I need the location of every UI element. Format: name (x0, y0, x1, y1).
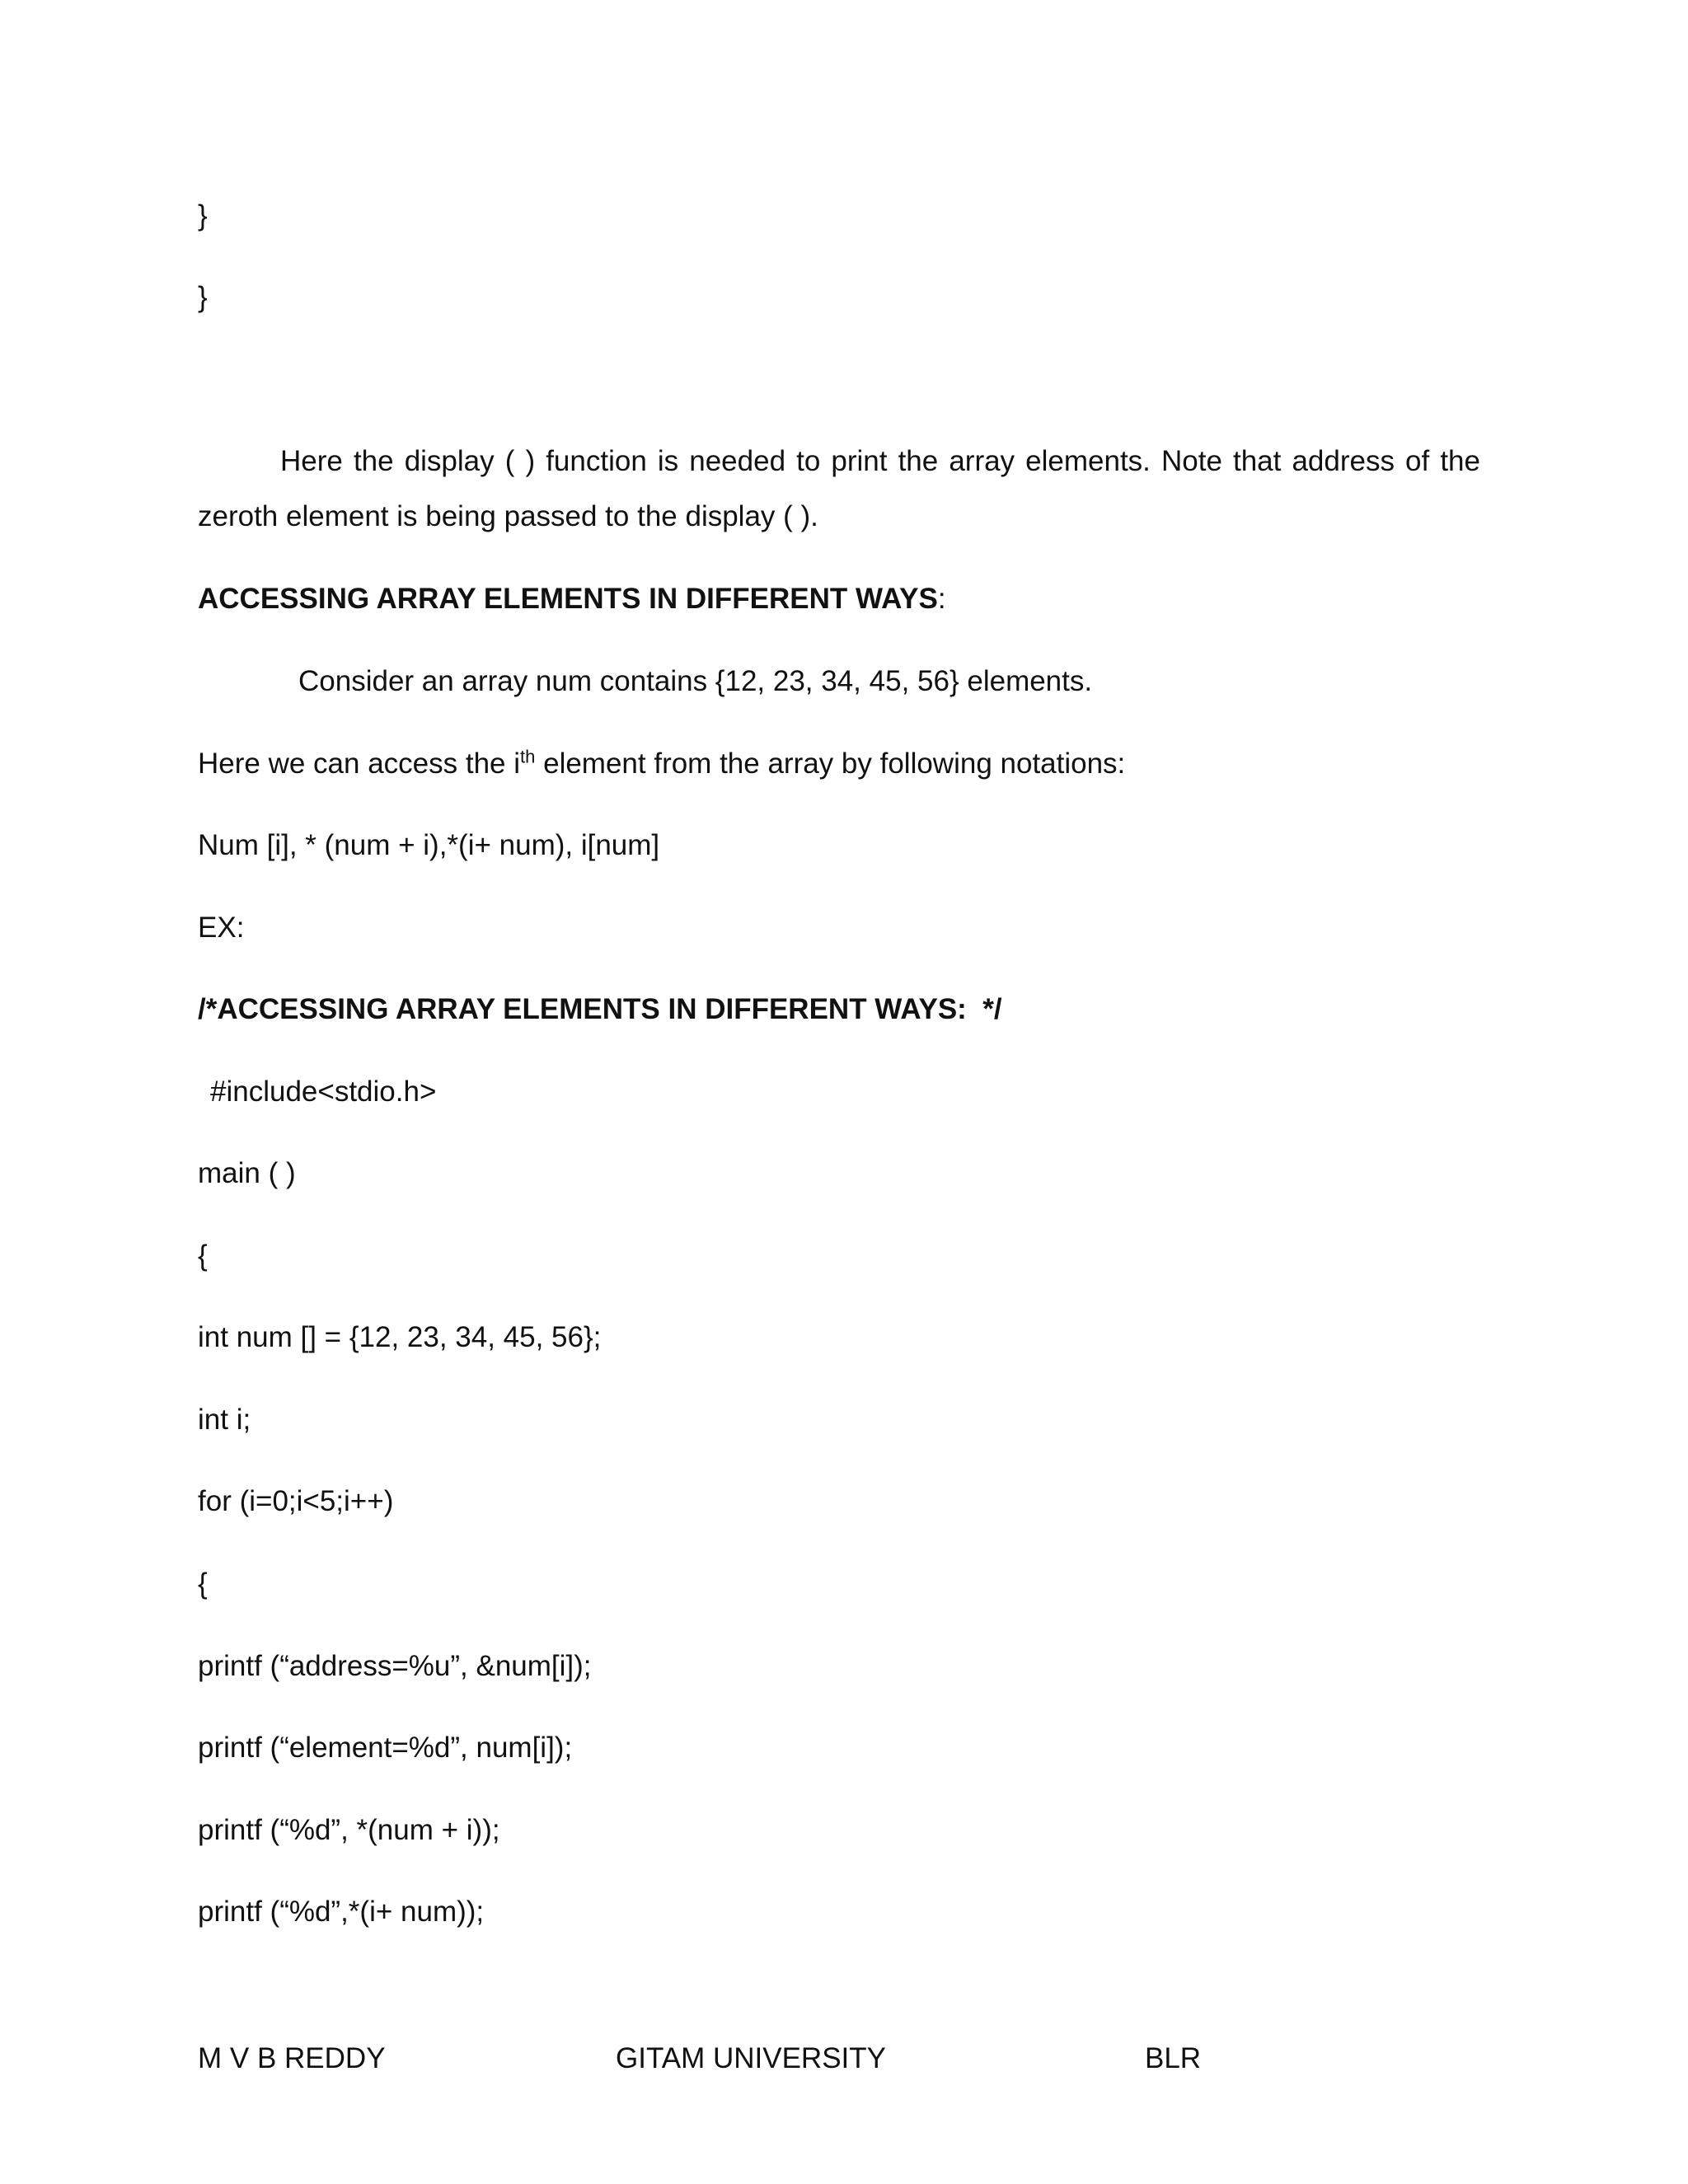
code-line: for (i=0;i<5;i++) (198, 1485, 394, 1517)
footer-university: GITAM UNIVERSITY (616, 2042, 886, 2074)
section-heading-text: ACCESSING ARRAY ELEMENTS IN DIFFERENT WAYS (198, 583, 938, 615)
access-prefix: Here we can access the i (198, 748, 521, 780)
code-line: printf (“%d”, *(num + i)); (198, 1814, 500, 1846)
code-line: int num [] = {12, 23, 34, 45, 56}; (198, 1321, 602, 1353)
footer-location: BLR (1145, 2042, 1202, 2074)
code-line: printf (“element=%d”, num[i]); (198, 1732, 573, 1764)
consider-text: Consider an array num contains {12, 23, 34, 45, 56} elements. (298, 665, 1093, 697)
access-superscript: th (520, 746, 536, 767)
closing-brace: } (198, 281, 208, 313)
closing-brace: } (198, 199, 208, 232)
intro-text: Here the display ( ) function is needed to print the array elements. Note that address of the zeroth element is being passed to the display ( ). (198, 445, 1480, 532)
section-heading-colon: : (937, 583, 946, 615)
example-label: EX: (198, 912, 245, 944)
intro-paragraph (198, 434, 1480, 544)
access-suffix: element from the array by following notations: (535, 748, 1126, 780)
code-line: { (198, 1240, 208, 1272)
code-line: main ( ) (198, 1157, 296, 1189)
code-line: { (198, 1568, 208, 1600)
code-line: #include<stdio.h> (210, 1076, 437, 1108)
section-heading (198, 581, 946, 617)
notations-text: Num [i], * (num + i),*(i+ num), i[num] (198, 829, 660, 861)
code-comment: /*ACCESSING ARRAY ELEMENTS IN DIFFERENT WAYS: */ (198, 993, 1002, 1025)
access-text (198, 746, 1125, 782)
code-line: printf (“%d”,*(i+ num)); (198, 1896, 485, 1928)
code-line: printf (“address=%u”, &num[i]); (198, 1650, 592, 1682)
code-line: int i; (198, 1404, 251, 1436)
footer-author: M V B REDDY (198, 2042, 386, 2074)
